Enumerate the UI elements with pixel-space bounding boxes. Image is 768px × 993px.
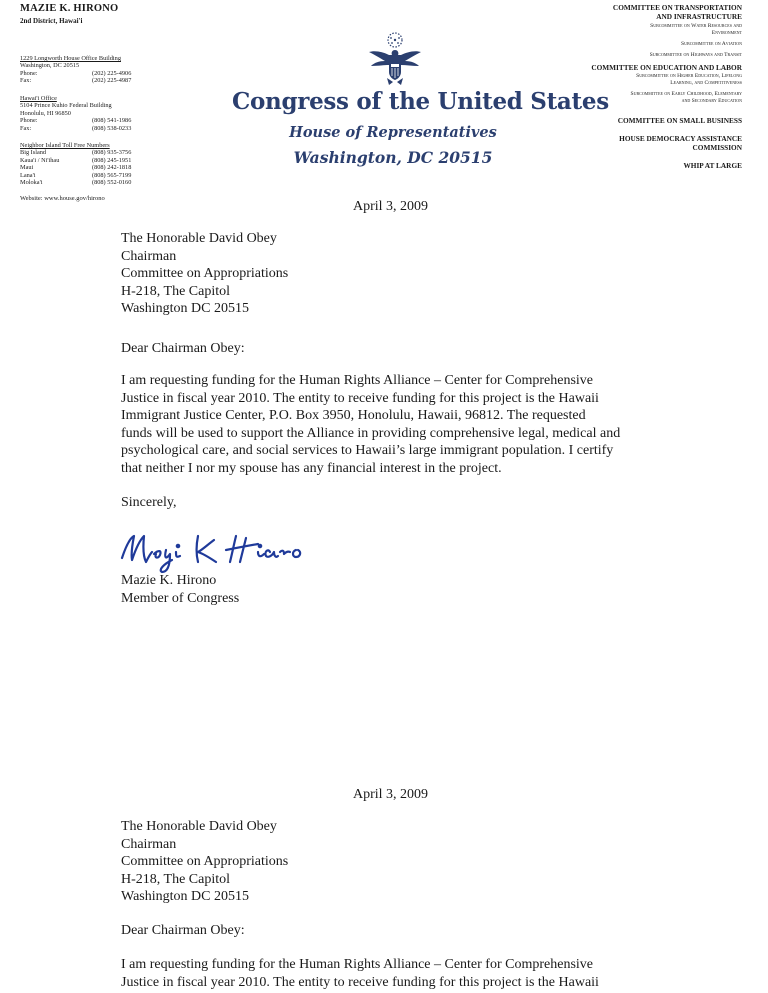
body-line: funds will be used to support the Alliance in providing comprehensive legal, medical and xyxy=(121,425,621,441)
handwritten-signature xyxy=(118,524,338,574)
hawaii-phone-label: Phone: xyxy=(20,117,38,125)
recipient-address-copy xyxy=(121,818,288,906)
island-row xyxy=(20,149,131,156)
democracy-commission: HOUSE DEMOCRACY ASSISTANCE xyxy=(619,134,742,143)
subcommittee-higher-ed-line2: Learning, and Competitiveness xyxy=(670,80,742,86)
body-line: I am requesting funding for the Human Rights Alliance – Center for Comprehensive xyxy=(121,957,594,972)
address-line: H-218, The Capitol xyxy=(121,283,231,299)
district-label: 2nd District, Hawai'i xyxy=(20,17,83,25)
house-title: House of Representatives xyxy=(289,124,497,141)
subcommittee-highways: Subcommittee on Highways and Transit xyxy=(649,52,742,58)
island-label: Big Island xyxy=(20,149,47,157)
great-seal-eagle-icon xyxy=(365,28,425,88)
dc-phone-row xyxy=(20,70,131,77)
hawaii-phone-value: (808) 541-1986 xyxy=(92,117,132,125)
dc-phone-value: (202) 225-4906 xyxy=(92,69,132,77)
address-line: H-218, The Capitol xyxy=(121,871,231,887)
letter-copy-date: April 3, 2009 xyxy=(353,787,429,802)
island-number: (808) 242-1818 xyxy=(92,164,132,172)
hawaii-office-address1: 5104 Prince Kuhio Federal Building xyxy=(20,102,112,110)
island-row xyxy=(20,172,131,179)
address-line: Washington DC 20515 xyxy=(121,889,249,904)
subcommittee-early-childhood: Subcommittee on Early Childhood, Elementary xyxy=(630,91,742,97)
salutation-copy: Dear Chairman Obey: xyxy=(121,923,245,938)
dc-phone-label: Phone: xyxy=(20,69,38,77)
hawaii-phone-row xyxy=(20,117,131,124)
dc-fax-row xyxy=(20,77,131,84)
signer-block xyxy=(121,572,239,607)
neighbor-island-heading: Neighbor Island Toll Free Numbers xyxy=(20,142,110,149)
committee-small-business: COMMITTEE ON SMALL BUSINESS xyxy=(617,116,742,125)
signer-title: Member of Congress xyxy=(121,590,240,606)
island-label: Lana'i xyxy=(20,171,36,179)
dc-office-block xyxy=(20,55,131,85)
hawaii-fax-row xyxy=(20,125,131,132)
congresswoman-name: MAZIE K. HIRONO xyxy=(20,3,119,14)
subcommittee-water: Subcommittee on Water Resources and xyxy=(650,23,742,29)
recipient-address xyxy=(121,230,288,318)
dc-fax-label: Fax: xyxy=(20,77,32,85)
address-line: The Honorable David Obey xyxy=(121,819,277,834)
address-line: Chairman xyxy=(121,248,177,264)
letter-body-copy xyxy=(121,956,599,991)
hawaii-office-block xyxy=(20,95,131,132)
island-number: (808) 552-0160 xyxy=(92,179,132,187)
hawaii-fax-value: (808) 538-0233 xyxy=(92,124,132,132)
subcommittee-aviation: Subcommittee on Aviation xyxy=(681,41,742,47)
letter-body xyxy=(121,372,620,477)
dc-fax-value: (202) 225-4987 xyxy=(92,77,132,85)
address-line: Committee on Appropriations xyxy=(121,854,289,869)
subcommittee-early-childhood-line2: and Secondary Education xyxy=(681,98,742,104)
body-line: that neither I nor my spouse has any financial interest in the project. xyxy=(121,460,502,476)
island-label: Moloka'i xyxy=(20,179,43,187)
signer-name: Mazie K. Hirono xyxy=(121,573,217,588)
body-line: Immigrant Justice Center, P.O. Box 3950, Honolulu, Hawaii, 96812. The requested xyxy=(121,408,586,423)
committee-transportation-line2: AND INFRASTRUCTURE xyxy=(656,12,742,21)
congress-title: Congress of the United States xyxy=(232,88,609,115)
salutation: Dear Chairman Obey: xyxy=(121,341,245,356)
body-line: Justice in fiscal year 2010. The entity to receive funding for this project is the Hawaii xyxy=(121,974,599,990)
address-line: Washington DC 20515 xyxy=(121,301,249,316)
island-row xyxy=(20,164,131,171)
body-line: psychological care, and social services to Hawaii’s large immigrant population. I certify xyxy=(121,443,614,458)
address-line: Chairman xyxy=(121,836,177,852)
subcommittee-water-line2: Environment xyxy=(711,30,742,36)
closing: Sincerely, xyxy=(121,495,177,510)
address-line: The Honorable David Obey xyxy=(121,231,277,246)
dc-office-address: Washington, DC 20515 xyxy=(20,62,80,70)
committee-transportation: COMMITTEE ON TRANSPORTATION xyxy=(612,3,742,12)
dc-office-heading: 1229 Longworth House Office Building xyxy=(20,55,121,62)
democracy-commission-line2: COMMISSION xyxy=(692,143,742,152)
website-link: Website: www.house.gov/hirono xyxy=(20,195,105,202)
hawaii-office-heading: Hawai'i Office xyxy=(20,95,57,102)
washington-address: Washington, DC 20515 xyxy=(293,148,493,167)
body-line: Justice in fiscal year 2010. The entity to receive funding for this project is the Hawaii xyxy=(121,390,599,406)
island-number: (808) 935-3756 xyxy=(92,149,132,157)
hawaii-fax-label: Fax: xyxy=(20,124,32,132)
island-label: Maui xyxy=(20,164,34,172)
island-row xyxy=(20,179,131,186)
committee-education: COMMITTEE ON EDUCATION AND LABOR xyxy=(591,63,742,72)
hawaii-office-address2: Honolulu, HI 96850 xyxy=(20,109,71,117)
letter-date: April 3, 2009 xyxy=(353,199,429,214)
island-number: (808) 245-1951 xyxy=(92,156,132,164)
island-number: (808) 565-7199 xyxy=(92,171,132,179)
whip-at-large: WHIP AT LARGE xyxy=(683,161,742,170)
island-row xyxy=(20,157,131,164)
body-line: I am requesting funding for the Human Rights Alliance – Center for Comprehensive xyxy=(121,373,594,388)
neighbor-island-block xyxy=(20,142,131,186)
address-line: Committee on Appropriations xyxy=(121,266,289,281)
island-label: Kaua'i / Ni'ihau xyxy=(20,156,60,164)
subcommittee-higher-ed: Subcommittee on Higher Education, Lifelong xyxy=(636,73,742,79)
